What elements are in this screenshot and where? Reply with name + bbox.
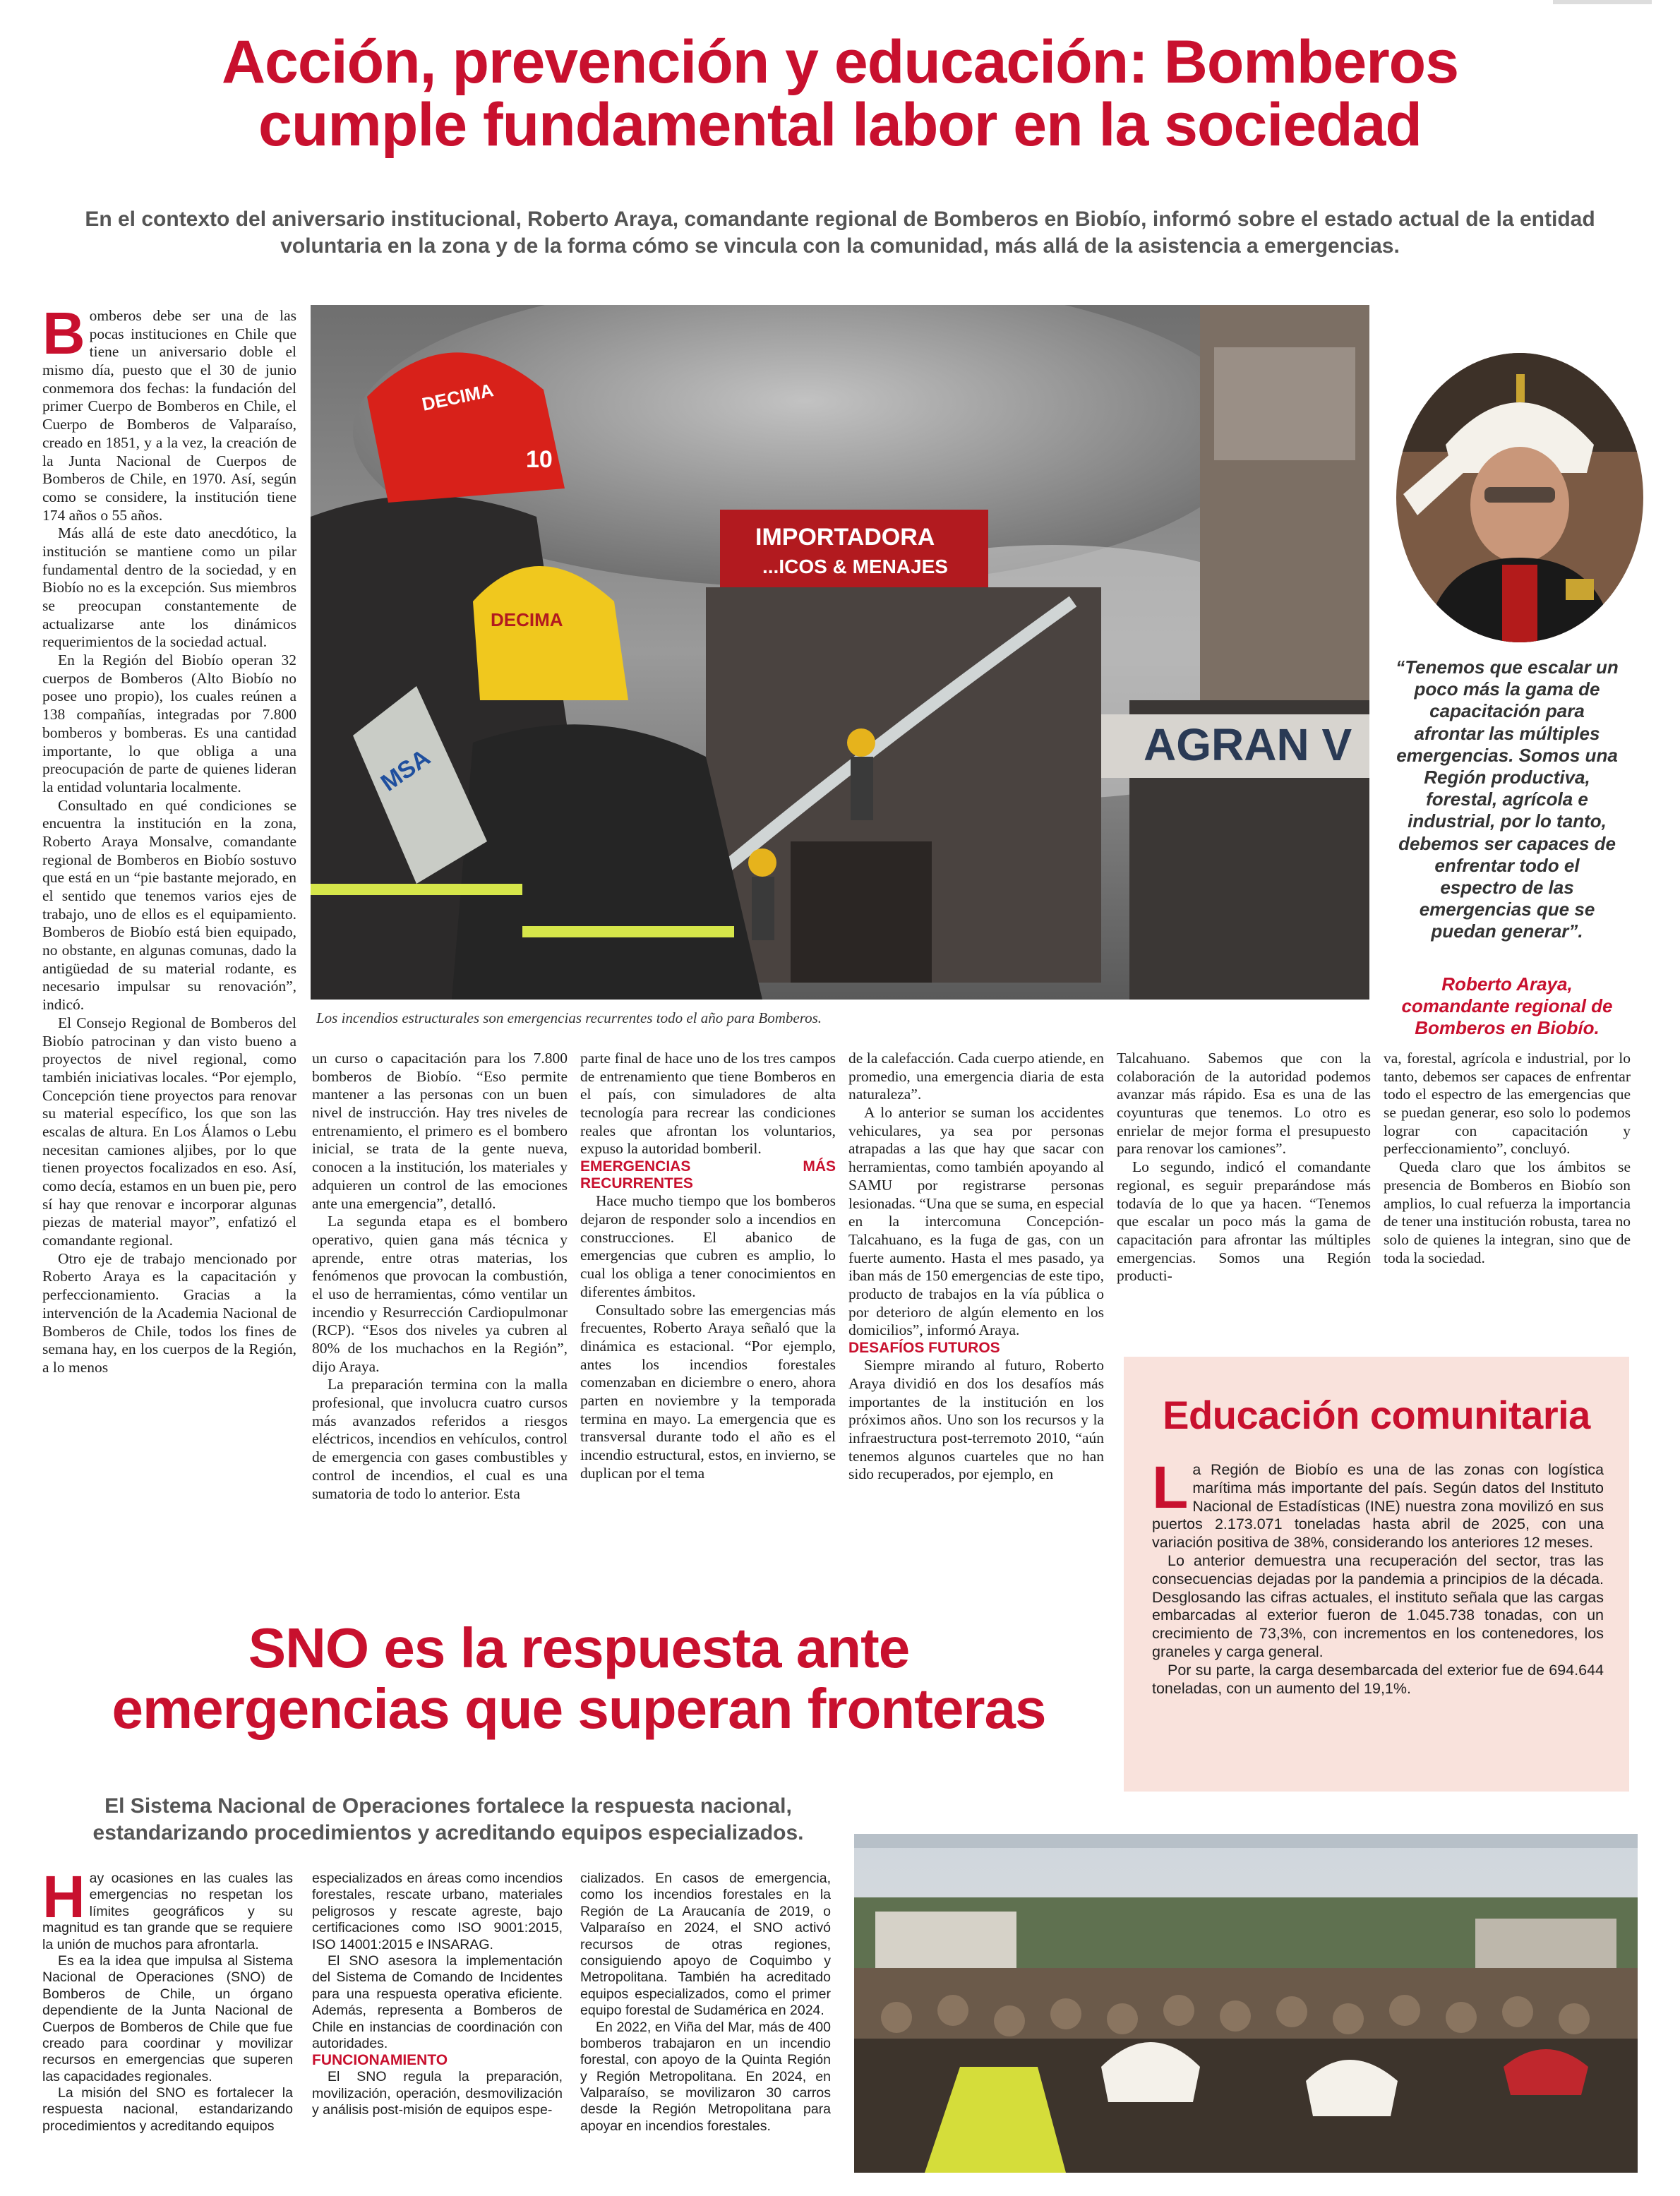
quote-text: “Tenemos que escalar un poco más la gama de capacitación para afrontar las múltiples emergencias. Somos una Región productiva, forestal, agrícola e industrial, por lo tanto, debemos ser capaces de enfrentar todo el espectro de las emergencias que se puedan generar”. (1396, 656, 1619, 942)
paragraph: Más allá de este dato anecdótico, la institución se mantiene como un pilar fundamental dentro de la sociedad, y en Biobío no es la excepción. Sus miembros se preocupan constantemente de actualizarse ante los dinámicos requerimientos de la sociedad actual. (42, 524, 296, 651)
helmet-label-2: DECIMA (491, 609, 563, 630)
article2-column-3 (580, 1871, 831, 2174)
quote-attribution (1394, 973, 1620, 1038)
article-column-5 (1117, 1050, 1371, 1332)
main-deck (78, 206, 1602, 260)
quote-attr-name: Roberto Araya, (1441, 973, 1573, 995)
sign-importadora: IMPORTADORA (755, 524, 935, 551)
headline-line-1: Acción, prevención y educación: Bomberos (221, 28, 1459, 96)
firefighters-assembly-photo (854, 1834, 1638, 2173)
sign-agran: AGRAN V (1144, 719, 1352, 770)
paragraph: de la calefacción. Cada cuerpo atiende, en promedio, una emergencia diaria de esta naturaleza”. (848, 1050, 1104, 1103)
article-column-4 (848, 1050, 1104, 1602)
paragraph: Consultado en qué condiciones se encuentra la institución en la zona, Roberto Araya Monsalve, comandante regional de Bomberos en Biobío sostuvo que está en un “pie bastante mejorado, en el sentido que tenemos varios ejes de trabajo, uno de ellos es el equipamiento. Bomberos de Biobío está bien equipado, no obstante, en algunas comunas, dado la antigüedad de su material rodante, es necesario impulsar su renovación”, indicó. (42, 796, 296, 1014)
sidebar-title: Educación comunitaria (1163, 1393, 1590, 1437)
paragraph: El SNO asesora la implementación del Sistema de Comando de Incidentes para una respuesta operativa eficiente. Además, representa a Bomberos de Chile en instancias de coordinación con autoridades. (312, 1952, 563, 2051)
photo-caption: Los incendios estructurales son emergencias recurrentes todo el año para Bomberos. (316, 1009, 822, 1026)
paragraph: omberos debe ser una de las pocas instituciones en Chile que tiene un aniversario doble el mismo día, puesto que el 30 de junio conmemora dos fechas: la fundación del primer Cuerpo de Bomberos en Chile, el Cuerpo de Bomberos de Valparaíso, creado en 1851, y a la vez, la creación de la Junta Nacional de Cuerpos de Bomberos de Chile, en 1970. Así, según como se considere, la institución tiene 174 años o 55 años. (42, 307, 296, 524)
article2-column-2 (312, 1871, 563, 2174)
deck-line-1: En el contexto del aniversario institucional, Roberto Araya, comandante regional de Bomberos en Biobío, informó sobre el estado actual de la entidad (85, 208, 1595, 231)
tank-brand: MSA (376, 744, 436, 797)
article-column-6 (1384, 1050, 1631, 1332)
paragraph: La misión del SNO es fortalecer la respuesta nacional, estandarizando procedimientos y acreditando equipos (42, 2085, 293, 2134)
paragraph: En la Región del Biobío operan 32 cuerpos de Bomberos (Alto Biobío no posee uno propio), los cuales reúnen a 138 compañías, integradas por 7.800 bomberos y bomberas. Es una cantidad importante, lo que obliga a una preocupación de parte de quienes lideran la entidad voluntaria localmente. (42, 652, 296, 796)
article-column-1 (42, 307, 296, 1720)
firefighters-photo (311, 305, 1369, 1000)
dropcap: L (1152, 1461, 1189, 1520)
paragraph: un curso o capacitación para los 7.800 bomberos de Biobío. “Eso permite mantener a las personas con un buen nivel de instrucción. Hay tres niveles de entrenamiento, el primero es el bombero inicial, se trata de la gente nueva, conocen a la institución, los materiales y adquieren un control de las emociones ante una emergencia”, detalló. (312, 1050, 568, 1212)
paragraph: El Consejo Regional de Bomberos del Biobío patrocinan y dan visto bueno a proyectos de nivel regional, como también iniciativas locales. “Por ejemplo, Concepción tiene proyectos para renovar su material específico, los que son las escalas de altura. En Los Álamos o Lebu necesitan camiones aljibes, por lo que tienen proyectos focalizados en eso. Así, como decía, estamos en un buen pie, pero sí hay que renovar e incorporar algunas piezas de material mayor”, enfatizó el comandante regional. (42, 1014, 296, 1249)
paragraph: ay ocasiones en las cuales las emergencias no respetan los límites geográficos y su magnitud es tan grande que se requiere la unión de muchos para afrontarla. (42, 1871, 293, 1952)
paragraph: va, forestal, agrícola e industrial, por lo tanto, debemos ser capaces de enfrentar todo el espectro de las emergencias que se puedan generar, eso solo lo podemos lograr con capacitación y perfeccionamiento”, concluyó. (1384, 1050, 1631, 1158)
deck-line-2: voluntaria en la zona y de la forma cómo se vincula con la comunidad, más allá de la asistencia a emergencias. (280, 234, 1400, 258)
paragraph: En 2022, en Viña del Mar, más de 400 bomberos trabajaron en un incendio forestal, con apoyo de la Quinta Región y Región Metropolitana. En 2024, en Valparaíso, se movilizaron 30 carros desde la Región Metropolitana para apoyar en incendios forestales. (580, 2019, 831, 2134)
helmet-label-1: DECIMA (420, 379, 496, 415)
sidebar-body (1152, 1461, 1604, 1772)
headline2-line-2: emergencias que superan fronteras (112, 1677, 1046, 1741)
article-column-3 (580, 1050, 836, 1602)
paragraph: A lo anterior se suman los accidentes vehiculares, ya sea por personas atrapadas a las que hay que sacar con herramientas, como también apoyando al SAMU por registrarse personas lesionadas. “Una que se suma, en especial en la intercomuna Concepción-Talcahuano, es la fuga de gas, con un fuerte aumento. Hasta el mes pasado, ya iban más de 150 emergencias de este tipo, producto de trabajos en la vía pública o por deterioro de algún elemento en los domicilios”, informó Araya. (848, 1104, 1104, 1339)
paragraph: Hace mucho tiempo que los bomberos dejaron de responder solo a incendios en construcciones. El abanico de emergencias que cubren es amplio, lo cual los obliga a tener conocimientos en diferentes ámbitos. (580, 1192, 836, 1300)
paragraph: El SNO regula la preparación, movilización, operación, desmovilización y análisis post-misión de equipos espe- (312, 2069, 563, 2118)
sidebar-educacion-comunitaria (1124, 1357, 1629, 1792)
article2-column-1 (42, 1871, 293, 2174)
paragraph: Siempre mirando al futuro, Roberto Araya dividió en dos los desafíos más importantes de la institución en los próximos años. Uno son los recursos y la infraestructura post-terremoto 2010, “aún tenemos algunos cuarteles que no han sido recuperados, por ejemplo, en (848, 1357, 1104, 1483)
deck2-line-2: estandarizando procedimientos y acreditando equipos especializados. (92, 1821, 804, 1845)
paragraph: Lo anterior demuestra una recuperación del sector, tras las consecuencias dejadas por la pandemia a principios de la década. Desglosando las cifras actuales, el instituto señala que las cargas embarcadas al exterior fueron de 1.045.738 tonadas, con un crecimiento de 73,3%, con incrementos en los contenedores, los graneles y carga general. (1152, 1552, 1604, 1660)
paragraph: Es ea la idea que impulsa al Sistema Nacional de Operaciones (SNO) de Bomberos de Chile, un órgano dependiente de la Junta Nacional de Cuerpos de Bomberos de Chile que fue creado para coordinar y movilizar recursos en emergencias que superen las capacidades regionales. (42, 1952, 293, 2084)
sign-menajes: ...ICOS & MENAJES (762, 556, 948, 577)
paragraph: parte final de hace uno de los tres campos de entrenamiento que tiene Bomberos en el país, con simuladores de alta tecnología para recrear las condiciones reales que afrontan los voluntarios, expuso la autoridad bomberil. (580, 1050, 836, 1158)
paragraph: especializados en áreas como incendios forestales, rescate urbano, materiales peligrosos y rescate agreste, bajo certificaciones como ISO 9001:2015, ISO 14001:2015 e INSARAG. (312, 1871, 563, 1952)
dropcap: B (42, 307, 85, 366)
subhead-funcionamiento: FUNCIONAMIENTO (312, 2052, 448, 2069)
second-headline (49, 1618, 1108, 1740)
helmet-number: 10 (526, 446, 553, 473)
paragraph: a Región de Biobío es una de las zonas con logística marítima más importante del país. Según datos del Instituto Nacional de Estadísticas (INE) nuestra zona movilizó en sus puertos 2.173.071 toneladas hasta abril de 2025, con una variación positiva de 38%, considerando los anteriores 12 meses. (1152, 1461, 1604, 1552)
paragraph: cializados. En casos de emergencia, como los incendios forestales en la Región de La Araucanía de 2019, o Valparaíso en 2024, el SNO activó recursos de otras regiones, consiguiendo apoyo de Coquimbo y Metropolitana. También ha acreditado equipos especializados, como el primer equipo forestal de Sudamérica en 2024. (580, 1871, 831, 2019)
headline-line-2: cumple fundamental labor en la sociedad (258, 91, 1422, 160)
subhead-emergencias: EMERGENCIAS MÁS RECURRENTES (580, 1158, 836, 1192)
deck2-line-1: El Sistema Nacional de Operaciones fortalece la respuesta nacional, (104, 1794, 792, 1818)
paragraph: Por su parte, la carga desembarcada del exterior fue de 694.644 toneladas, con un aumento del 19,1%. (1152, 1661, 1604, 1697)
paragraph: Talcahuano. Sabemos que con la colaboración de la autoridad podemos avanzar más rápido. Esa es una de las coyunturas que tenemos. Lo otro es enrielar de mejor forma el presupuesto para renovar los camiones”. (1117, 1050, 1371, 1158)
paragraph: Queda claro que los ámbitos se presencia de Bomberos en Biobío son amplios, lo cual refuerza la importancia de tener una institución robusta, tarea no solo de quienes la integran, sino que de toda la sociedad. (1384, 1158, 1631, 1266)
subhead-desafios: DESAFÍOS FUTUROS (848, 1340, 1000, 1356)
pull-quote (1394, 656, 1620, 1038)
paragraph: La segunda etapa es el bombero operativo, quien gana más técnica y aprende, entre otras materias, los fenómenos que provocan la combustión, el uso de herramientas, cómo ventilar un incendio y Resurrección Cardiopulmonar (RCP). “Esos dos niveles ya cubren al 80% de los muchachos en la Región”, dijo Araya. (312, 1213, 568, 1375)
article-column-2 (312, 1050, 568, 1602)
paragraph: La preparación termina con la malla profesional, que involucra cuatro cursos más avanzados referidos a riesgos eléctricos, incendios en vehículos, control de emergencia con gases combustibles y control de incendios, el cual es una sumatoria de todo lo anterior. Esta (312, 1376, 568, 1502)
main-headline (71, 28, 1609, 160)
dropcap: H (42, 1871, 85, 1930)
second-deck (56, 1793, 840, 1847)
paragraph: Lo segundo, indicó el comandante regional, es seguir preparándose más todavía de lo que ya hacen. “Tenemos que escalar un poco más la gama de capacitación para afrontar las múltiples emergencias. Somos una Región producti- (1117, 1158, 1371, 1285)
paragraph: Otro eje de trabajo mencionado por Roberto Araya es la capacitación y perfeccionamiento. Gracias a la intervención de la Academia Nacional de Bomberos de Chile, todos los fines de semana hay, en los cuerpos de la Región, a lo menos (42, 1249, 296, 1376)
headline2-line-1: SNO es la respuesta ante (248, 1616, 910, 1679)
quote-attr-role: comandante regional de Bomberos en Biobío. (1401, 995, 1613, 1038)
top-rule (1553, 0, 1652, 4)
commander-portrait (1396, 353, 1643, 642)
paragraph: Consultado sobre las emergencias más frecuentes, Roberto Araya señaló que la dinámica es estacional. “Por ejemplo, antes los incendios forestales comenzaban en diciembre o enero, ahora parten en noviembre y la temporada termina en mayo. La emergencia que es transversal durante todo el año es el incendio estructural, estos, en invierno, se duplican por el tema (580, 1301, 836, 1482)
